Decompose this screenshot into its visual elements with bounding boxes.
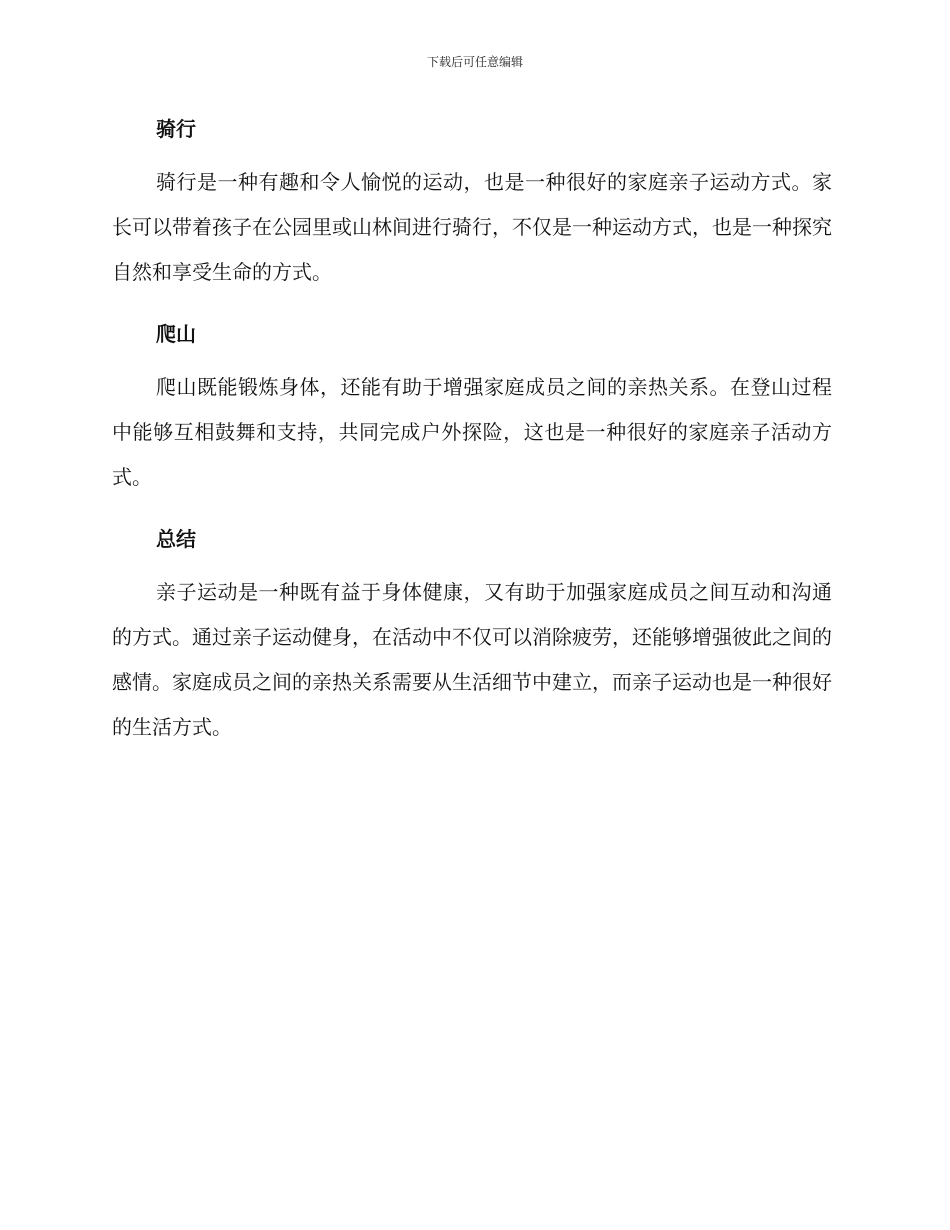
section-body-cycling: 骑行是一种有趣和令人愉悦的运动，也是一种很好的家庭亲子运动方式。家长可以带着孩子在公园里或山林间进行骑行，不仅是一种运动方式，也是一种探究自然和享受生命的方式。 [112, 170, 832, 284]
section-body-hiking: 爬山既能锻炼身体，还能有助于增强家庭成员之间的亲热关系。在登山过程中能够互相鼓舞和支持，共同完成户外探险，这也是一种很好的家庭亲子活动方式。 [112, 375, 832, 489]
section-cycling [112, 112, 832, 295]
section-summary [112, 522, 832, 750]
document-content [112, 112, 832, 772]
section-heading-summary: 总结 [156, 527, 196, 551]
section-heading-hiking: 爬山 [156, 322, 196, 346]
header-note: 下载后可任意编辑 [426, 55, 523, 69]
section-heading-cycling: 骑行 [156, 117, 196, 141]
section-body-summary: 亲子运动是一种既有益于身体健康，又有助于加强家庭成员之间互动和沟通的方式。通过亲子运动健身，在活动中不仅可以消除疲劳，还能够增强彼此之间的感情。家庭成员之间的亲热关系需要从生活细节中建立，而亲子运动也是一种很好的生活方式。 [112, 580, 832, 739]
section-hiking [112, 317, 832, 500]
